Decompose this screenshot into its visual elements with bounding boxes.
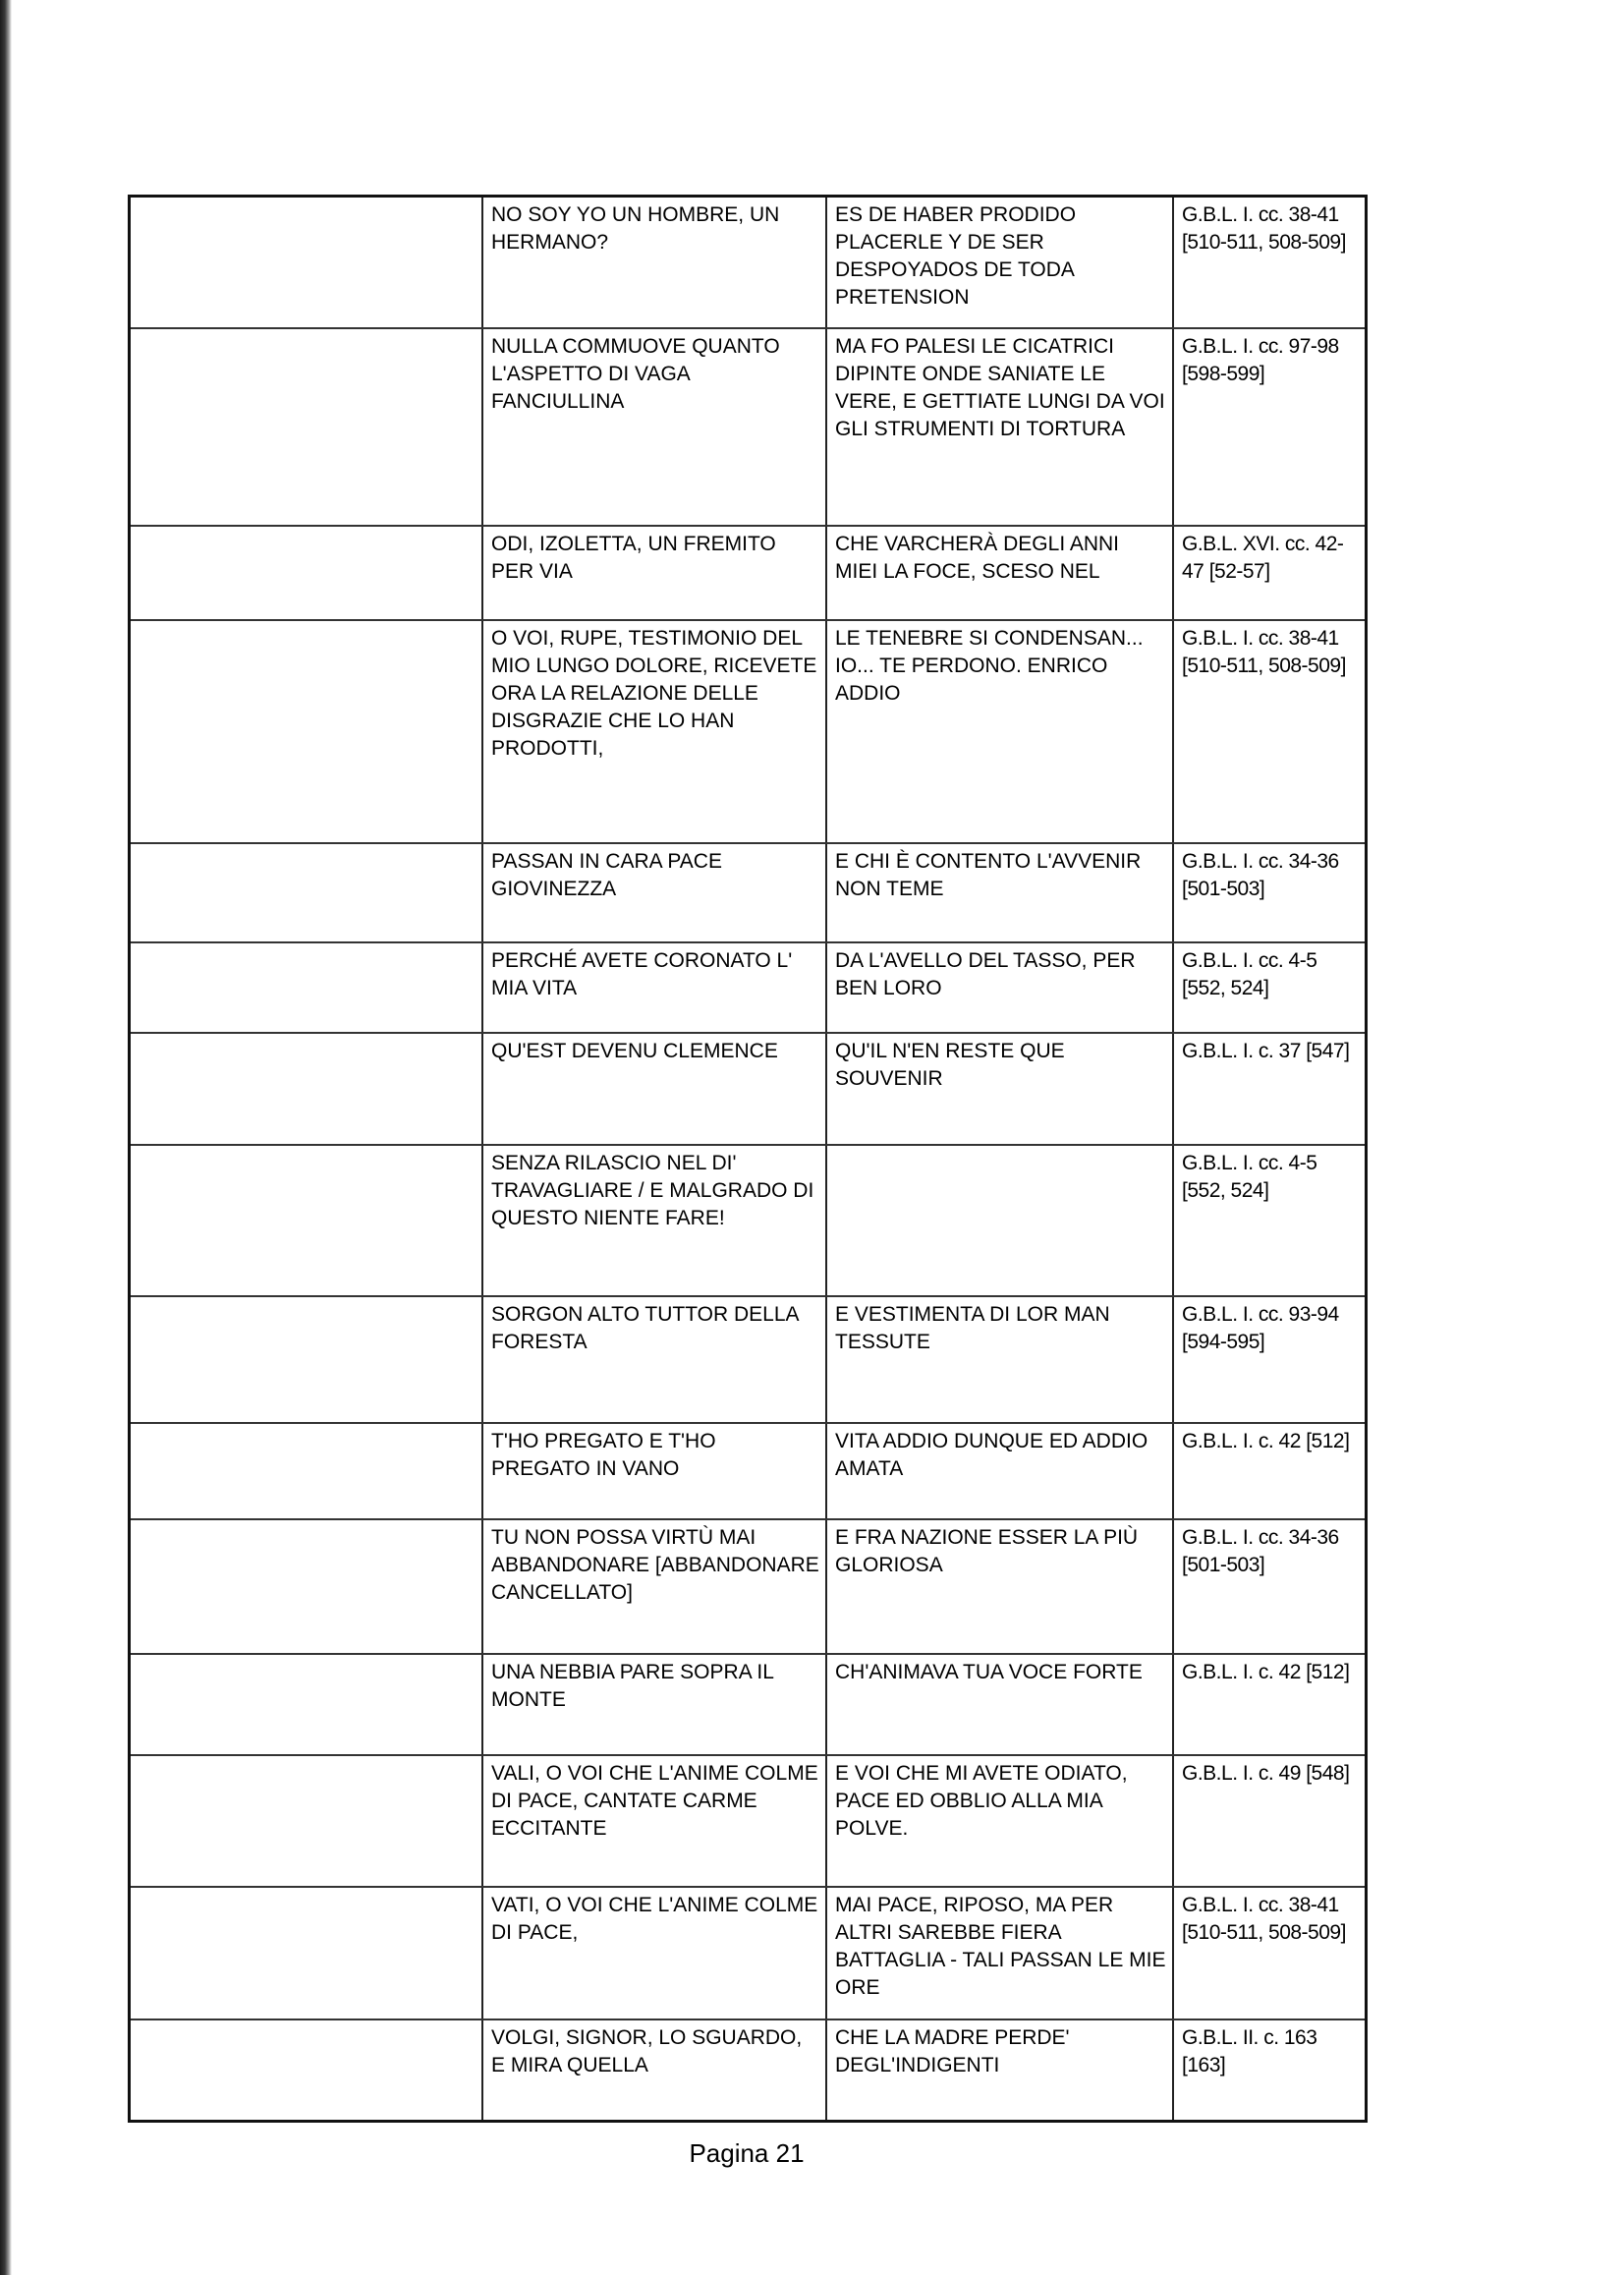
title-cell: VATI, O VOI CHE L'ANIME COLME DI PACE,: [482, 1887, 826, 2019]
title-cell: TU NON POSSA VIRTÙ MAI ABBANDONARE [ABBANDONARE CANCELLATO]: [482, 1519, 826, 1654]
reference-cell: G.B.L. I. cc. 4-5 [552, 524]: [1173, 942, 1367, 1033]
title-cell: VALI, O VOI CHE L'ANIME COLME DI PACE, CANTATE CARME ECCITANTE: [482, 1755, 826, 1887]
empty-cell: [130, 1654, 483, 1755]
reference-cell: G.B.L. XVI. cc. 42-47 [52-57]: [1173, 526, 1367, 620]
table-row: [130, 1654, 1367, 1755]
title-cell: SENZA RILASCIO NEL DI' TRAVAGLIARE / E MALGRADO DI QUESTO NIENTE FARE!: [482, 1145, 826, 1296]
reference-cell: G.B.L. I. cc. 38-41 [510-511, 508-509]: [1173, 1887, 1367, 2019]
table-row: [130, 1755, 1367, 1887]
incipit-cell: E FRA NAZIONE ESSER LA PIÙ GLORIOSA: [826, 1519, 1173, 1654]
title-cell: T'HO PREGATO E T'HO PREGATO IN VANO: [482, 1423, 826, 1519]
title-cell: O VOI, RUPE, TESTIMONIO DEL MIO LUNGO DOLORE, RICEVETE ORA LA RELAZIONE DELLE DISGRAZIE CHE LO HAN PRODOTTI,: [482, 620, 826, 843]
table-row: [130, 843, 1367, 942]
empty-cell: [130, 2019, 483, 2122]
reference-cell: G.B.L. I. cc. 97-98 [598-599]: [1173, 328, 1367, 526]
reference-cell: G.B.L. I. cc. 34-36 [501-503]: [1173, 843, 1367, 942]
empty-cell: [130, 1755, 483, 1887]
reference-cell: G.B.L. I. cc. 38-41 [510-511, 508-509]: [1173, 620, 1367, 843]
empty-cell: [130, 1296, 483, 1423]
empty-cell: [130, 1033, 483, 1145]
page-number: Pagina 21: [689, 2138, 805, 2168]
table-row: [130, 1887, 1367, 2019]
title-cell: NULLA COMMUOVE QUANTO L'ASPETTO DI VAGA FANCIULLINA: [482, 328, 826, 526]
table-row: [130, 2019, 1367, 2122]
reference-cell: G.B.L. I. c. 37 [547]: [1173, 1033, 1367, 1145]
reference-cell: G.B.L. I. c. 49 [548]: [1173, 1755, 1367, 1887]
empty-cell: [130, 1145, 483, 1296]
incipit-cell: CHE LA MADRE PERDE' DEGL'INDIGENTI: [826, 2019, 1173, 2122]
empty-cell: [130, 1887, 483, 2019]
table-row: [130, 526, 1367, 620]
table-row: [130, 620, 1367, 843]
table-row: [130, 1423, 1367, 1519]
table-row: [130, 1296, 1367, 1423]
table-row: [130, 1033, 1367, 1145]
empty-cell: [130, 328, 483, 526]
table-row: [130, 328, 1367, 526]
incipit-cell: CH'ANIMAVA TUA VOCE FORTE: [826, 1654, 1173, 1755]
title-cell: PASSAN IN CARA PACE GIOVINEZZA: [482, 843, 826, 942]
empty-cell: [130, 1519, 483, 1654]
reference-cell: G.B.L. I. cc. 34-36 [501-503]: [1173, 1519, 1367, 1654]
reference-cell: G.B.L. I. c. 42 [512]: [1173, 1423, 1367, 1519]
reference-cell: G.B.L. I. cc. 93-94 [594-595]: [1173, 1296, 1367, 1423]
incipit-cell: MAI PACE, RIPOSO, MA PER ALTRI SAREBBE FIERA BATTAGLIA - TALI PASSAN LE MIE ORE: [826, 1887, 1173, 2019]
incipit-cell: [826, 1145, 1173, 1296]
scan-edge-shadow: [0, 0, 12, 2275]
incipit-cell: MA FO PALESI LE CICATRICI DIPINTE ONDE SANIATE LE VERE, E GETTIATE LUNGI DA VOI GLI STRUMENTI DI TORTURA: [826, 328, 1173, 526]
title-cell: NO SOY YO UN HOMBRE, UN HERMANO?: [482, 197, 826, 328]
incipit-cell: E CHI È CONTENTO L'AVVENIR NON TEME: [826, 843, 1173, 942]
incipit-cell: CHE VARCHERÀ DEGLI ANNI MIEI LA FOCE, SCESO NEL: [826, 526, 1173, 620]
reference-cell: G.B.L. I. cc. 4-5 [552, 524]: [1173, 1145, 1367, 1296]
table-row: [130, 942, 1367, 1033]
incipit-cell: E VESTIMENTA DI LOR MAN TESSUTE: [826, 1296, 1173, 1423]
reference-cell: G.B.L. II. c. 163 [163]: [1173, 2019, 1367, 2122]
catalog-table: [128, 195, 1368, 2123]
incipit-cell: QU'IL N'EN RESTE QUE SOUVENIR: [826, 1033, 1173, 1145]
title-cell: SORGON ALTO TUTTOR DELLA FORESTA: [482, 1296, 826, 1423]
incipit-cell: ES DE HABER PRODIDO PLACERLE Y DE SER DESPOYADOS DE TODA PRETENSION: [826, 197, 1173, 328]
table-row: [130, 197, 1367, 328]
reference-cell: G.B.L. I. c. 42 [512]: [1173, 1654, 1367, 1755]
title-cell: PERCHÉ AVETE CORONATO L' MIA VITA: [482, 942, 826, 1033]
title-cell: QU'EST DEVENU CLEMENCE: [482, 1033, 826, 1145]
empty-cell: [130, 1423, 483, 1519]
incipit-cell: DA L'AVELLO DEL TASSO, PER BEN LORO: [826, 942, 1173, 1033]
incipit-cell: VITA ADDIO DUNQUE ED ADDIO AMATA: [826, 1423, 1173, 1519]
table-row: [130, 1145, 1367, 1296]
title-cell: ODI, IZOLETTA, UN FREMITO PER VIA: [482, 526, 826, 620]
empty-cell: [130, 942, 483, 1033]
empty-cell: [130, 526, 483, 620]
title-cell: UNA NEBBIA PARE SOPRA IL MONTE: [482, 1654, 826, 1755]
reference-cell: G.B.L. I. cc. 38-41 [510-511, 508-509]: [1173, 197, 1367, 328]
incipit-cell: E VOI CHE MI AVETE ODIATO, PACE ED OBBLIO ALLA MIA POLVE.: [826, 1755, 1173, 1887]
empty-cell: [130, 197, 483, 328]
incipit-cell: LE TENEBRE SI CONDENSAN... IO... TE PERDONO. ENRICO ADDIO: [826, 620, 1173, 843]
empty-cell: [130, 843, 483, 942]
table-row: [130, 1519, 1367, 1654]
empty-cell: [130, 620, 483, 843]
title-cell: VOLGI, SIGNOR, LO SGUARDO, E MIRA QUELLA: [482, 2019, 826, 2122]
